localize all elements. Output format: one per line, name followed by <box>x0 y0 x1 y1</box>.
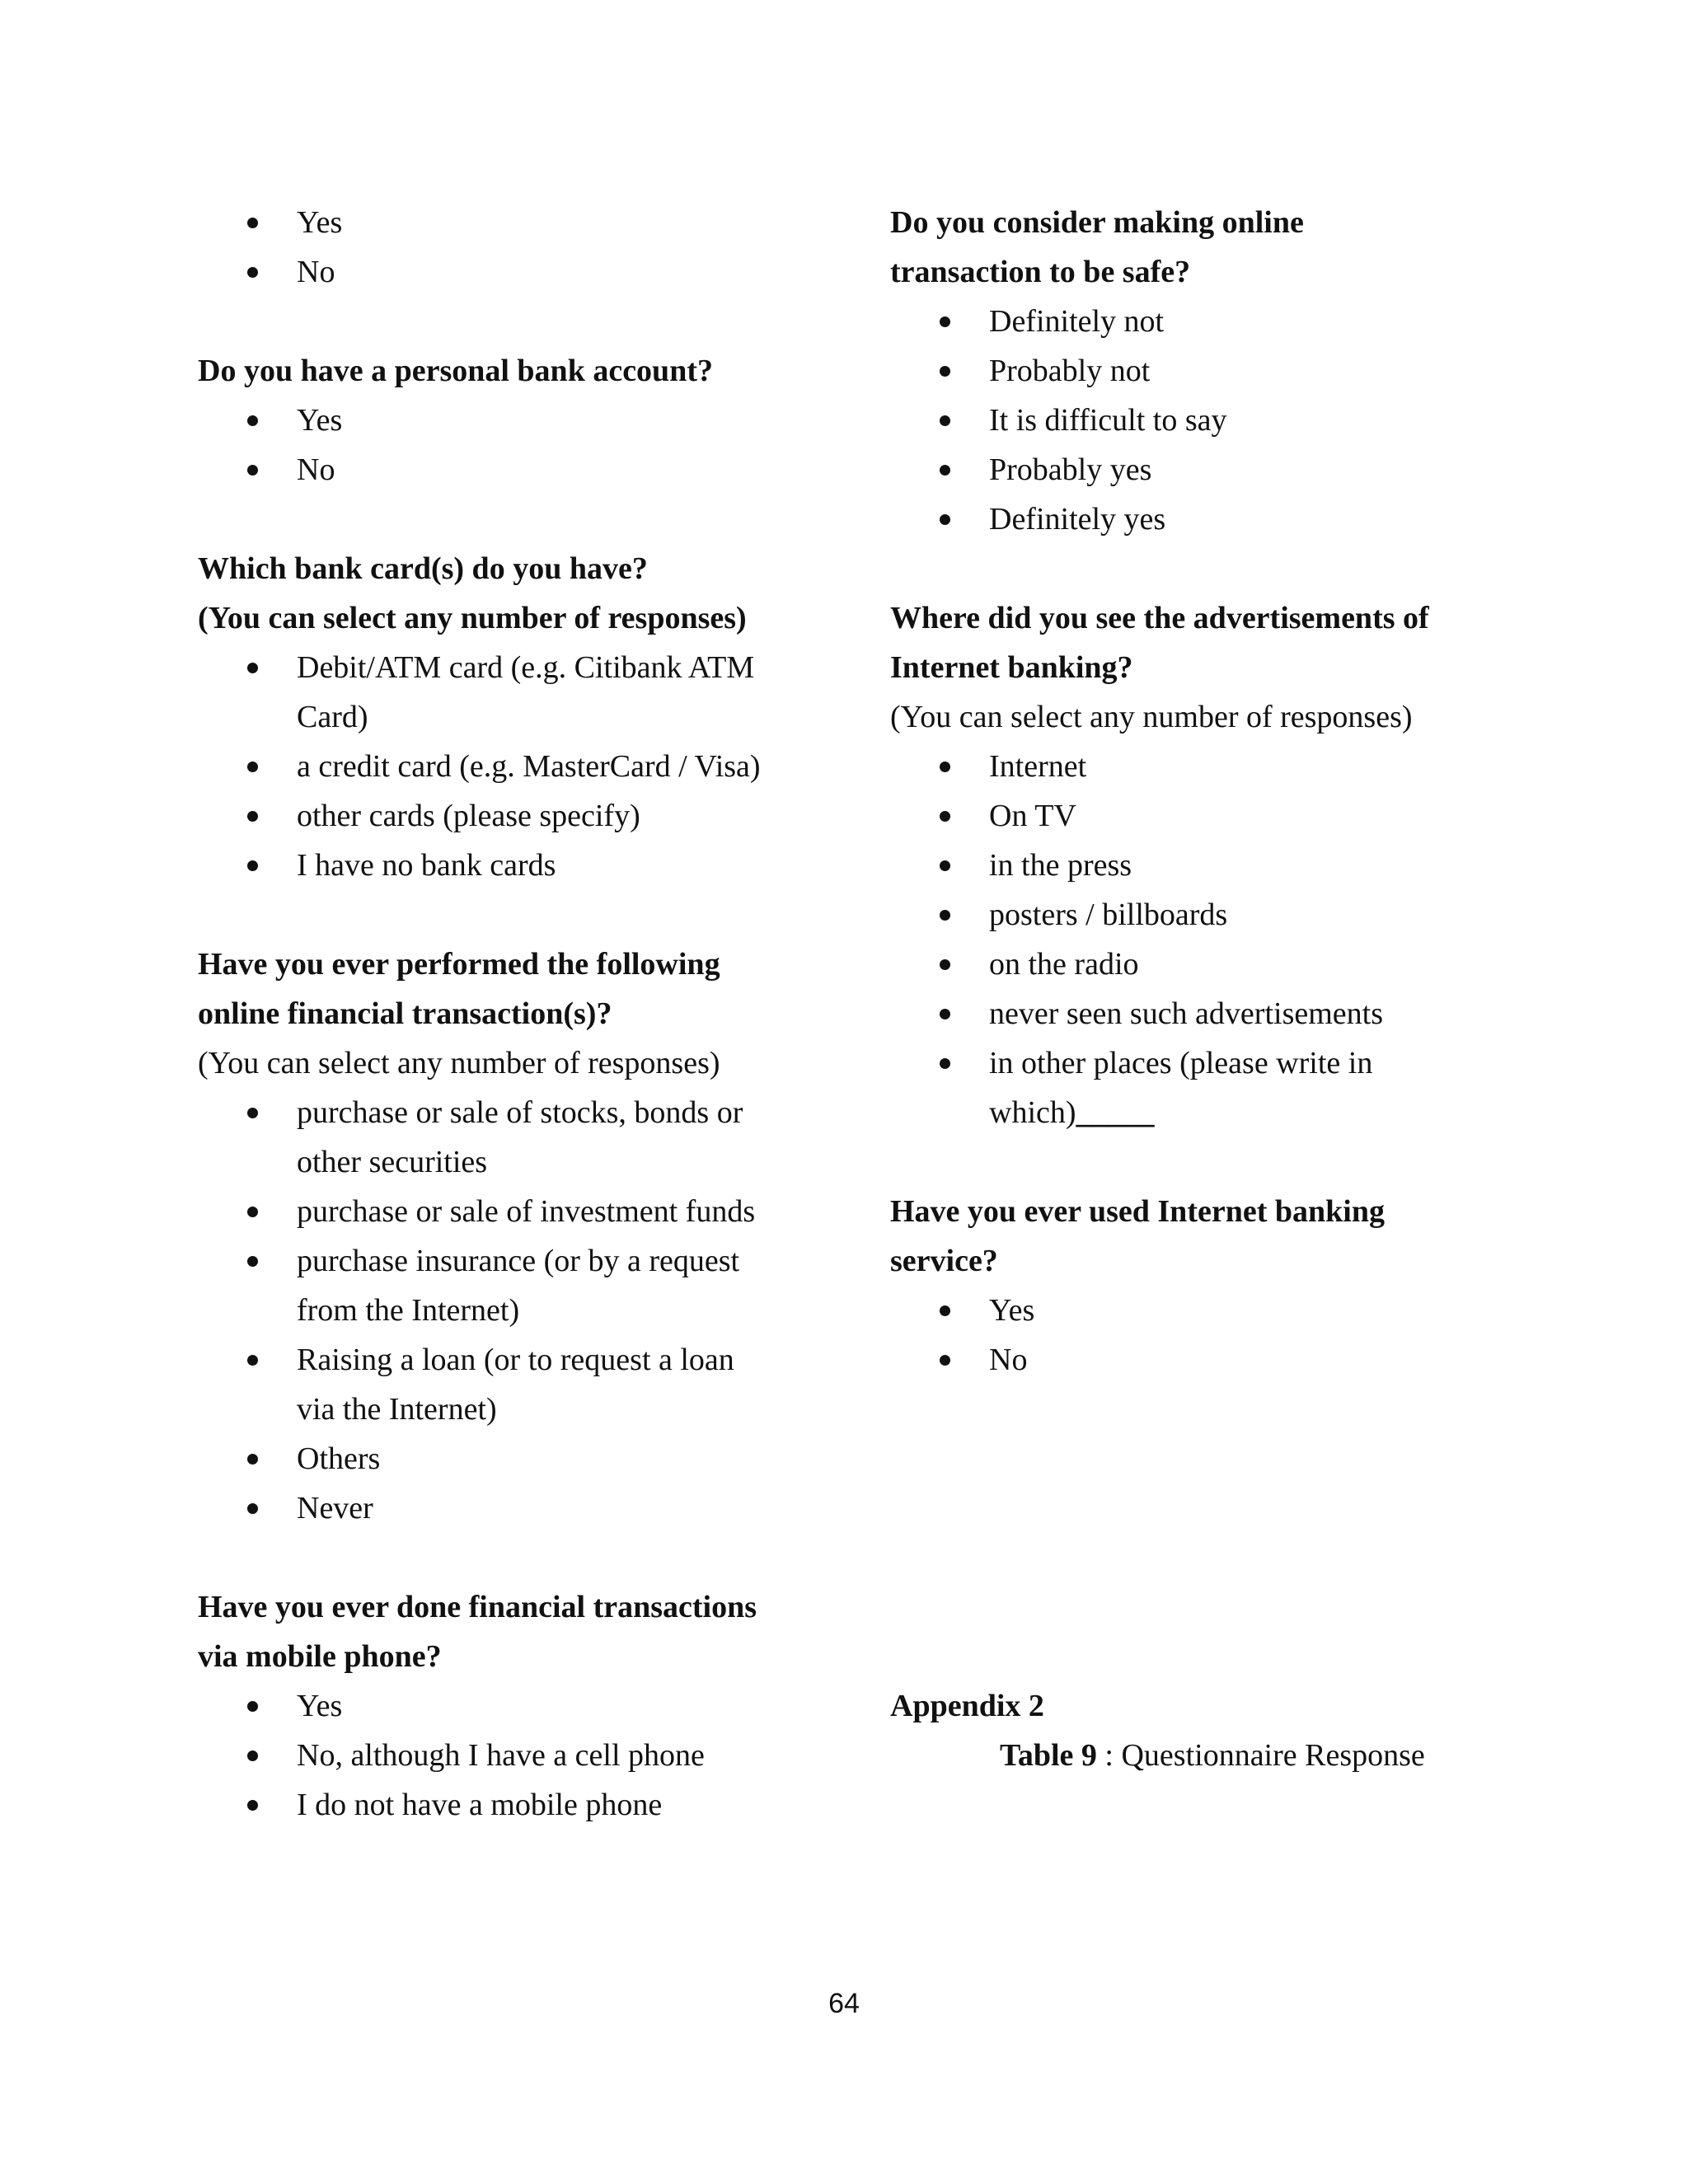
q4-options <box>198 1681 824 1830</box>
bullet-icon <box>247 1108 258 1118</box>
question-note: (You can select any number of responses) <box>198 1046 720 1080</box>
question-mobile-transactions: Have you ever done financial transactions via mobile phone? <box>198 1590 757 1674</box>
appendix-title: Appendix 2 <box>890 1689 1044 1723</box>
option-item: Yes <box>198 396 824 445</box>
left-column <box>198 198 824 1830</box>
option-item: No <box>198 247 824 297</box>
option-item: on the radio <box>890 940 1517 989</box>
appendix-section <box>890 1681 1517 1780</box>
question-internet-banking-used: Have you ever used Internet banking service? <box>890 1194 1385 1278</box>
option-item: Internet <box>890 742 1517 791</box>
bullet-icon <box>940 811 950 822</box>
bullet-icon <box>247 1750 258 1761</box>
bullet-icon <box>940 1355 950 1366</box>
bullet-icon <box>247 218 258 228</box>
bullet-icon <box>940 1305 950 1316</box>
option-item: posters / billboards <box>890 890 1517 940</box>
q1-options <box>198 396 824 494</box>
table-caption: Table 9 : Questionnaire Response <box>1000 1738 1425 1773</box>
option-item: in the press <box>890 841 1517 890</box>
option-item: in other places (please write in which)_____ <box>890 1038 1517 1137</box>
option-item: Yes <box>198 1681 824 1731</box>
option-item: I do not have a mobile phone <box>198 1780 824 1830</box>
question-online-transactions: Have you ever performed the following online financial transaction(s)? <box>198 947 720 1031</box>
bullet-icon <box>247 860 258 871</box>
option-item: On TV <box>890 791 1517 841</box>
bullet-icon <box>940 366 950 377</box>
bullet-icon <box>247 663 258 673</box>
question-personal-bank-account: Do you have a personal bank account? <box>198 354 713 388</box>
option-item: No <box>198 445 824 494</box>
bullet-icon <box>247 811 258 822</box>
bullet-icon <box>940 959 950 970</box>
bullet-icon <box>247 1207 258 1217</box>
bullet-icon <box>940 316 950 327</box>
bullet-icon <box>940 762 950 772</box>
option-item: never seen such advertisements <box>890 989 1517 1038</box>
option-item: purchase or sale of investment funds <box>198 1187 824 1236</box>
bullet-icon <box>940 910 950 921</box>
option-item: Definitely not <box>890 297 1517 346</box>
right-column <box>890 198 1517 1385</box>
option-item: Yes <box>890 1286 1517 1335</box>
option-item: purchase insurance (or by a request from the Internet) <box>198 1236 824 1335</box>
q0-options <box>198 198 824 297</box>
bullet-icon <box>247 1503 258 1514</box>
question-transaction-safety: Do you consider making online transaction to be safe? <box>890 205 1304 289</box>
bullet-icon <box>247 267 258 278</box>
option-item: Probably yes <box>890 445 1517 494</box>
question-bank-cards: Which bank card(s) do you have? <box>198 551 648 586</box>
bullet-icon <box>247 762 258 772</box>
option-item: I have no bank cards <box>198 841 824 890</box>
page-number: 64 <box>828 1988 860 2019</box>
option-item: Debit/ATM card (e.g. Citibank ATM Card) <box>198 643 824 742</box>
bullet-icon <box>247 465 258 476</box>
option-item: It is difficult to say <box>890 396 1517 445</box>
bullet-icon <box>247 1355 258 1366</box>
option-item: Others <box>198 1434 824 1483</box>
option-item: other cards (please specify) <box>198 791 824 841</box>
option-item: Yes <box>198 198 824 247</box>
option-item: purchase or sale of stocks, bonds or other securities <box>198 1088 824 1187</box>
q6-options <box>890 742 1517 1137</box>
bullet-icon <box>247 1800 258 1811</box>
option-item: a credit card (e.g. MasterCard / Visa) <box>198 742 824 791</box>
option-item: Probably not <box>890 346 1517 396</box>
option-item: Never <box>198 1483 824 1533</box>
option-item: Definitely yes <box>890 494 1517 544</box>
option-item: Raising a loan (or to request a loan via the Internet) <box>198 1335 824 1434</box>
bullet-icon <box>247 1701 258 1712</box>
q5-options <box>890 297 1517 544</box>
option-item: No <box>890 1335 1517 1385</box>
bullet-icon <box>940 1009 950 1019</box>
bullet-icon <box>940 514 950 525</box>
q7-options <box>890 1286 1517 1385</box>
bullet-icon <box>247 1454 258 1465</box>
question-note: (You can select any number of responses) <box>890 700 1413 734</box>
q2-options <box>198 643 824 890</box>
bullet-icon <box>940 860 950 871</box>
bullet-icon <box>940 465 950 476</box>
question-advertisements: Where did you see the advertisements of Internet banking? <box>890 601 1429 685</box>
q3-options <box>198 1088 824 1533</box>
bullet-icon <box>247 1256 258 1267</box>
question-note: (You can select any number of responses) <box>198 601 747 635</box>
bullet-icon <box>940 1058 950 1069</box>
bullet-icon <box>940 415 950 426</box>
bullet-icon <box>247 415 258 426</box>
table-label: Table 9 <box>1000 1738 1097 1773</box>
option-item: No, although I have a cell phone <box>198 1731 824 1780</box>
fill-in-blank: _____ <box>1076 1095 1155 1130</box>
